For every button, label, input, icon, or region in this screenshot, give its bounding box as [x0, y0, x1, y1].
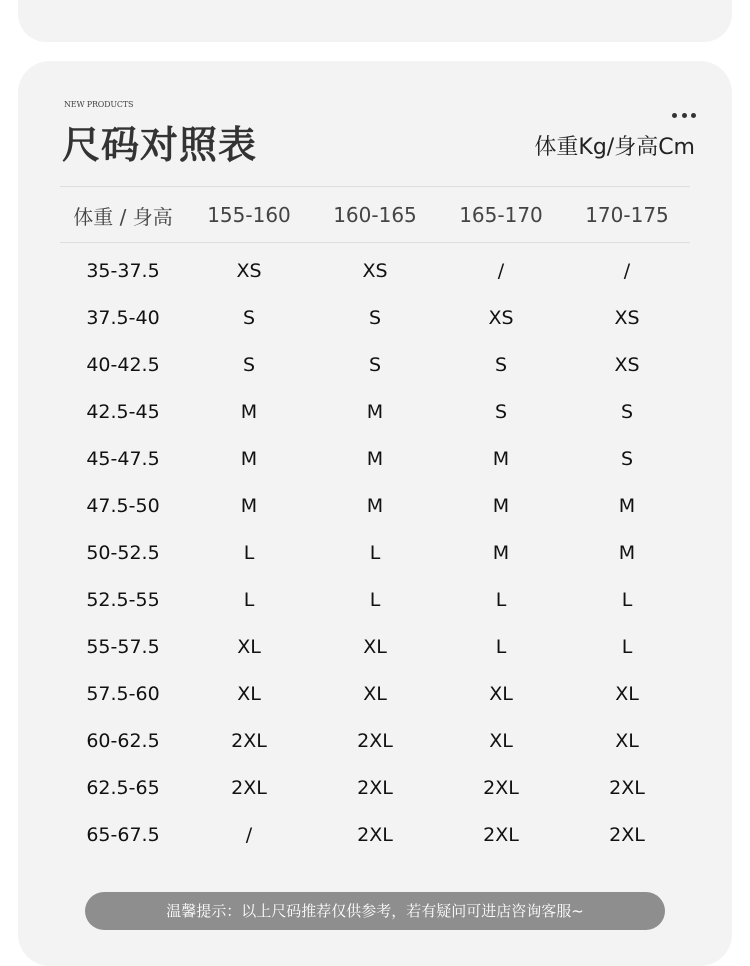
table-row: [60, 624, 690, 671]
size-cell: XL: [489, 683, 513, 705]
weight-range-cell: 45-47.5: [86, 448, 160, 470]
weight-range-cell: 57.5-60: [86, 683, 160, 705]
tip-banner: 温馨提示：以上尺码推荐仅供参考，若有疑问可进店咨询客服~: [85, 892, 665, 930]
size-cell: S: [242, 307, 256, 329]
size-cell: XS: [236, 260, 262, 282]
size-cell: 2XL: [231, 777, 267, 799]
size-cell: XS: [614, 354, 640, 376]
size-cell: XL: [615, 683, 639, 705]
size-cell: S: [620, 448, 634, 470]
table-row: [60, 389, 690, 436]
size-cell: M: [366, 448, 384, 470]
size-cell: S: [494, 354, 508, 376]
size-cell: 2XL: [483, 824, 519, 846]
size-cell: S: [242, 354, 256, 376]
weight-range-cell: 55-57.5: [86, 636, 160, 658]
table-row: [60, 436, 690, 483]
table-row: [60, 812, 690, 859]
size-cell: XL: [489, 730, 513, 752]
weight-range-cell: 37.5-40: [86, 307, 160, 329]
column-header: 160-165: [333, 203, 417, 227]
table-row: [60, 671, 690, 718]
size-cell: XL: [237, 683, 261, 705]
size-cell: 2XL: [483, 777, 519, 799]
size-cell: L: [495, 636, 507, 658]
column-header: 155-160: [207, 203, 291, 227]
table-row: [60, 342, 690, 389]
table-header-row: [60, 188, 690, 242]
weight-range-cell: 40-42.5: [86, 354, 160, 376]
table-row: [60, 295, 690, 342]
size-cell: /: [623, 260, 631, 282]
size-cell: M: [366, 495, 384, 517]
weight-range-cell: 42.5-45: [86, 401, 160, 423]
size-cell: XL: [615, 730, 639, 752]
size-cell: /: [497, 260, 505, 282]
size-cell: M: [240, 495, 258, 517]
size-cell: XS: [488, 307, 514, 329]
column-header: 165-170: [459, 203, 543, 227]
size-cell: S: [494, 401, 508, 423]
size-cell: S: [368, 354, 382, 376]
column-header: 体重 / 身高: [73, 204, 173, 229]
size-cell: L: [243, 589, 255, 611]
unit-label: 体重Kg/身高Cm: [534, 135, 695, 160]
size-cell: L: [495, 589, 507, 611]
size-cell: M: [492, 448, 510, 470]
weight-range-cell: 50-52.5: [86, 542, 160, 564]
weight-range-cell: 52.5-55: [86, 589, 160, 611]
size-cell: L: [621, 636, 633, 658]
size-cell: 2XL: [357, 824, 393, 846]
size-cell: XS: [614, 307, 640, 329]
size-cell: M: [240, 448, 258, 470]
table-row: [60, 577, 690, 624]
size-cell: XL: [237, 636, 261, 658]
size-cell: M: [492, 495, 510, 517]
weight-range-cell: 60-62.5: [86, 730, 160, 752]
size-cell: 2XL: [357, 730, 393, 752]
size-cell: 2XL: [357, 777, 393, 799]
table-divider-header: [60, 242, 690, 243]
dot: [682, 113, 687, 118]
size-cell: M: [492, 542, 510, 564]
size-cell: M: [366, 401, 384, 423]
table-row: [60, 530, 690, 577]
size-cell: XL: [363, 683, 387, 705]
size-cell: L: [243, 542, 255, 564]
dot: [672, 113, 677, 118]
weight-range-cell: 65-67.5: [86, 824, 160, 846]
page-title: 尺码对照表: [62, 123, 258, 167]
size-cell: M: [618, 495, 636, 517]
size-cell: 2XL: [231, 730, 267, 752]
size-cell: L: [369, 542, 381, 564]
size-cell: 2XL: [609, 777, 645, 799]
size-cell: XS: [362, 260, 388, 282]
weight-range-cell: 35-37.5: [86, 260, 160, 282]
weight-range-cell: 47.5-50: [86, 495, 160, 517]
table-row: [60, 248, 690, 295]
size-cell: M: [240, 401, 258, 423]
size-cell: L: [369, 589, 381, 611]
size-cell: L: [621, 589, 633, 611]
size-cell: S: [368, 307, 382, 329]
column-header: 170-175: [585, 203, 669, 227]
table-row: [60, 483, 690, 530]
size-cell: XL: [363, 636, 387, 658]
top-card: [18, 0, 732, 42]
size-cell: S: [620, 401, 634, 423]
size-cell: /: [245, 824, 253, 846]
weight-range-cell: 62.5-65: [86, 777, 160, 799]
table-divider-top: [60, 186, 690, 187]
more-dots-icon[interactable]: [672, 110, 696, 120]
dot: [691, 113, 696, 118]
size-cell: 2XL: [609, 824, 645, 846]
new-products-eyebrow: NEW PRODUCTS: [64, 100, 134, 109]
table-row: [60, 765, 690, 812]
size-cell: M: [618, 542, 636, 564]
table-row: [60, 718, 690, 765]
